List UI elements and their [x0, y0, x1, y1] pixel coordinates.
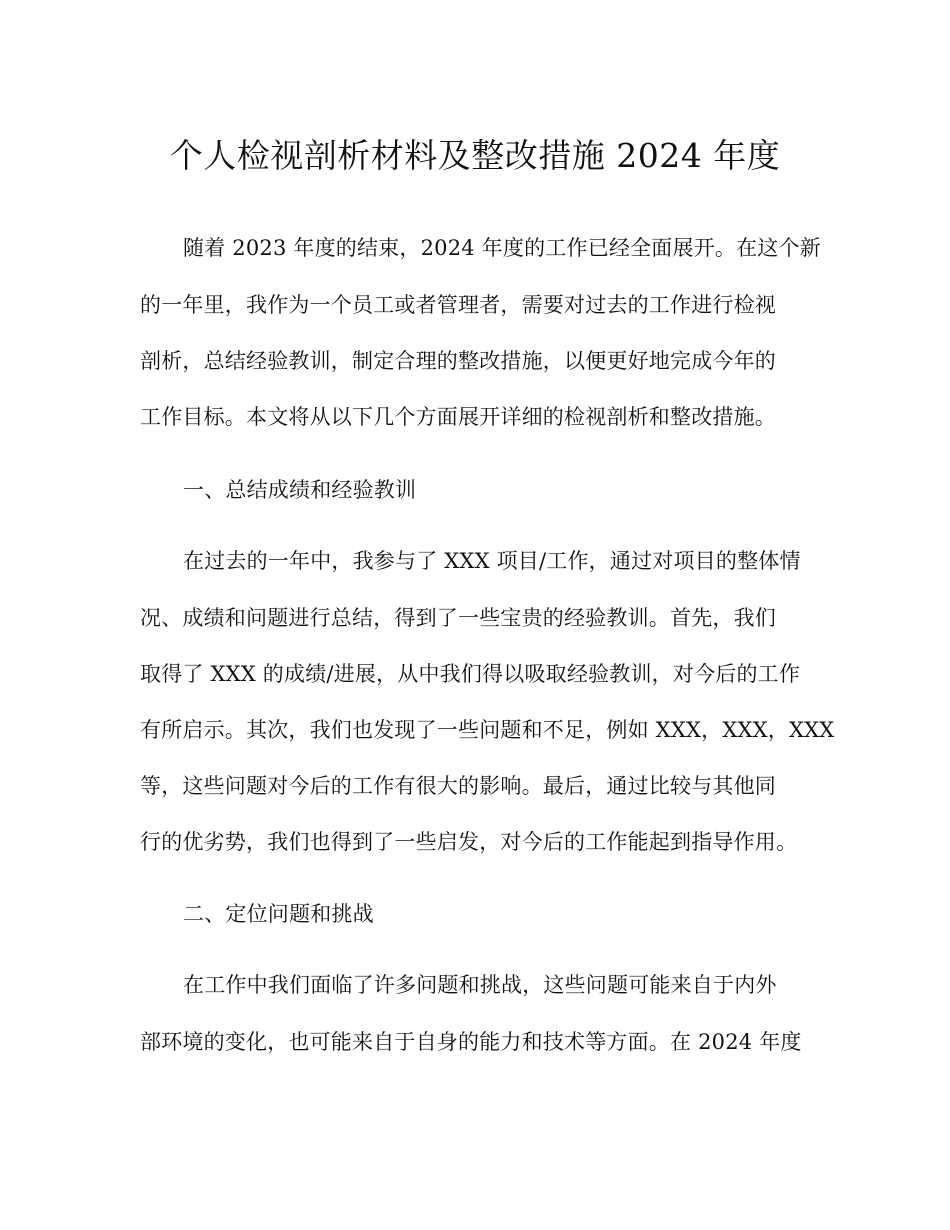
document-title: 个人检视剖析材料及整改措施 2024 年度: [169, 136, 781, 175]
paragraph-line: 剖析，总结经验教训，制定合理的整改措施，以便更好地完成今年的: [140, 349, 776, 373]
paragraph-line: 在工作中我们面临了许多问题和挑战，这些问题可能来自于内外: [183, 973, 777, 997]
paragraph-line: 的一年里，我作为一个员工或者管理者，需要对过去的工作进行检视: [140, 293, 776, 317]
paragraph-line: 取得了 XXX 的成绩/进展，从中我们得以吸取经验教训，对今后的工作: [140, 662, 801, 686]
paragraph-line: 部环境的变化，也可能来自于自身的能力和技术等方面。在 2024 年度: [140, 1030, 802, 1054]
section-heading: 二、定位问题和挑战: [183, 902, 374, 926]
paragraph-line: 随着 2023 年度的结束，2024 年度的工作已经全面展开。在这个新: [183, 236, 821, 260]
paragraph-line: 有所启示。其次，我们也发现了一些问题和不足，例如 XXX，XXX，XXX: [140, 718, 835, 742]
paragraph-line: 等，这些问题对今后的工作有很大的影响。最后，通过比较与其他同: [140, 774, 776, 798]
paragraph-line: 况、成绩和问题进行总结，得到了一些宝贵的经验教训。首先，我们: [140, 606, 776, 630]
paragraph-line: 在过去的一年中，我参与了 XXX 项目/工作，通过对项目的整体情: [183, 549, 801, 573]
paragraph-line: 行的优劣势，我们也得到了一些启发，对今后的工作能起到指导作用。: [140, 830, 798, 854]
paragraph-line: 工作目标。本文将从以下几个方面展开详细的检视剖析和整改措施。: [140, 405, 776, 429]
section-heading: 一、总结成绩和经验教训: [183, 478, 417, 502]
